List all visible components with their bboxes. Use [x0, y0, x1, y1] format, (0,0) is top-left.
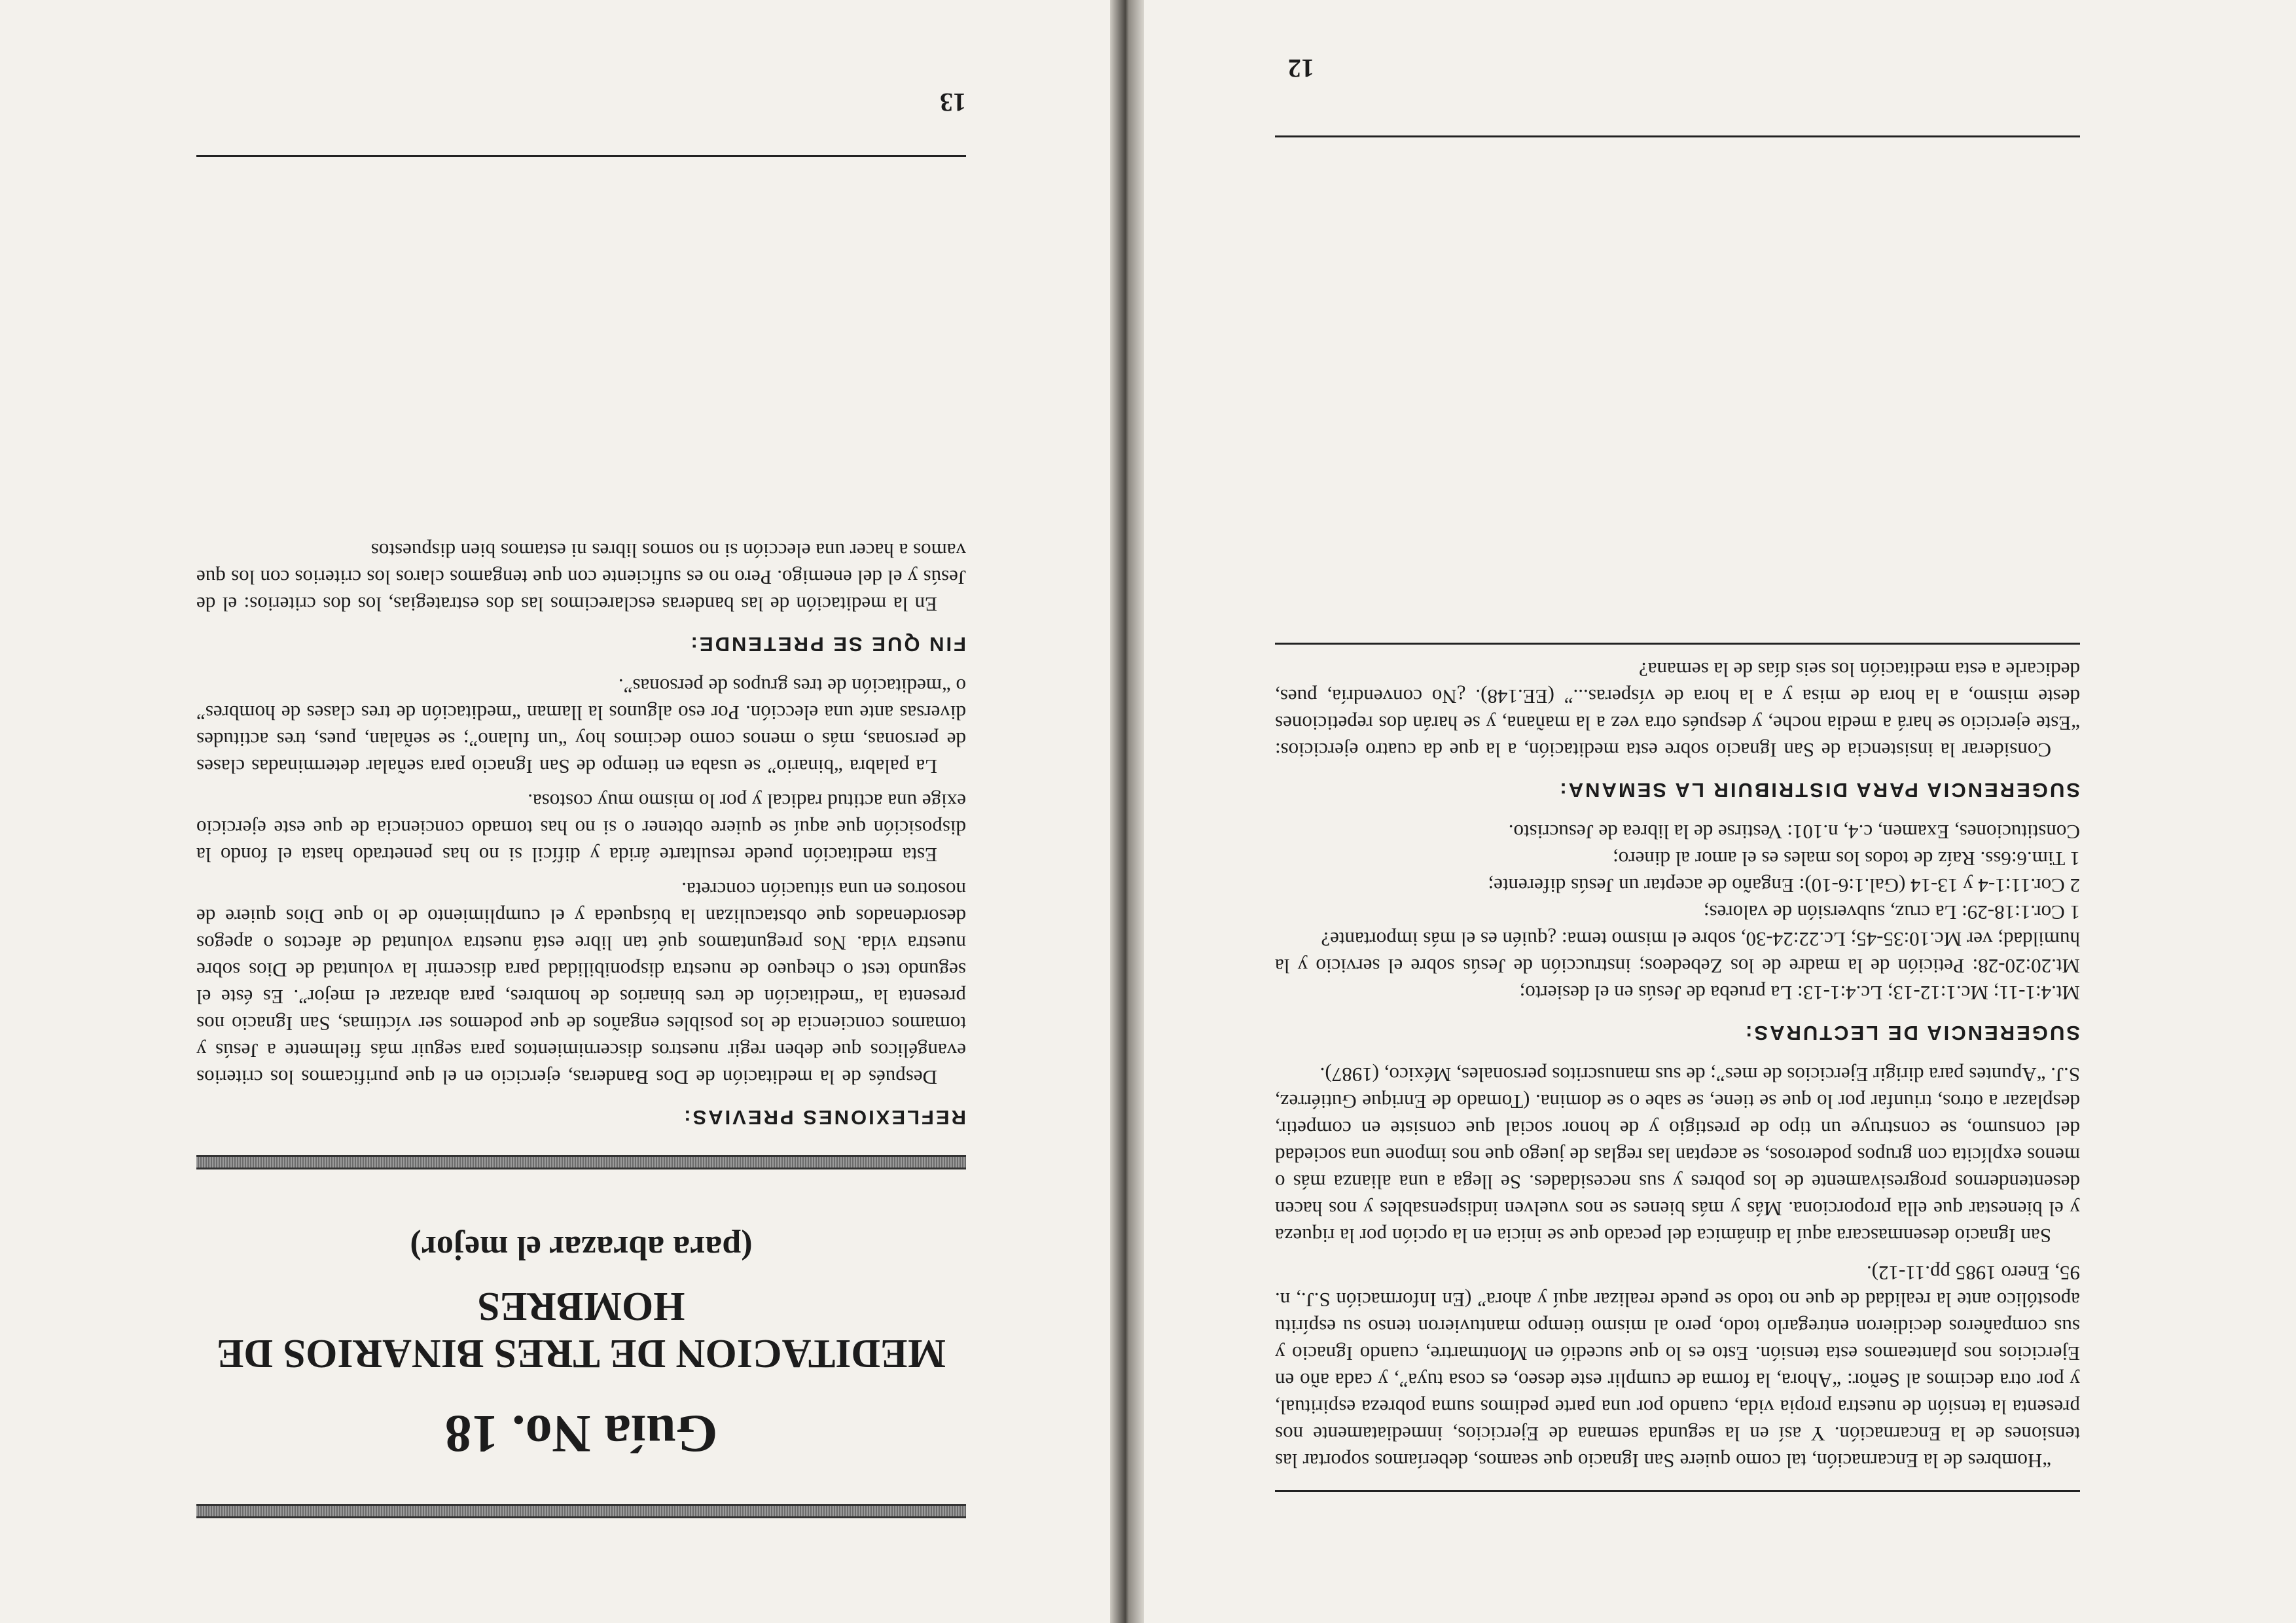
page-12	[1144, 0, 2296, 1623]
title-bottom-bar	[196, 1155, 966, 1169]
goal-paragraph: En la meditación de las banderas esclarecimos las dos estrategias, los dos criterios: el de Jesús y el del enemigo. Pero no es suficiente con que tengamos claros los criterios con los que vamos a hacer una elección si no somos libres ni estamos bien dispuestos	[196, 539, 966, 616]
title-top-bar	[196, 1504, 966, 1518]
dynamics-paragraph: San Ignacio desenmascara aquí la dinámica del pecado que se inicia en la opción por la riqueza y el bienestar que ella proporciona. Más y más bienes se nos vuelven indispensables y nos hacen desentendernos progresivamente de los pobres y sus necesidades. Se llega a una alianza más o menos explícita con grupos poderosos, se aceptan las reglas de juego que nos impone una sociedad del consumo, se construye un tipo de prestigio y de honor social que consiste en competir, desplazar a otros, triunfar por lo que se tiene, se sabe o se domina. (Tomado de Enrique Gutiérrez, S.J. “Apuntes para dirigir Ejercicios de mes”; de sus manuscritos personales, México, (1987).	[1275, 1063, 2080, 1247]
week-paragraph: Considerar la insistencia de San Ignacio sobre esta meditación, a la que da cuatro ejercicios: “Este ejercicio se hará a media noche, y después otra vez a la mañana, y se harán dos repeticiones deste mismo, a la hora de misa y a la hora de vísperas...” (EE.148). ¿No convendría, pues, dedicarle a esta meditación los seis días de la semana?	[1275, 658, 2080, 762]
page-12-body	[1275, 643, 2080, 1492]
quote-paragraph: “Hombres de la Encarnación, tal como quiere San Ignacio que seamos, deberíamos soportar las tensiones de la Encarnación. Y así en la segunda semana de Ejercicios, inmediatamente nos presenta la tensión de nuestra propia vida, cuando por una parte pedimos suma pobreza espiritual, y por otra decimos al Señor: “Ahora, la forma de cumplir este deseo, es cosa tuya”, y cada año en Ejercicios nos planteamos esta tensión. Esto es lo que sucedió en Montmartre, cuando Ignacio y sus compañeros decidieron entregarlo todo, pero al mismo tiempo mantuvieron tenso su espíritu apostólico ante la realidad de que no todo se puede realizar aquí y ahora” (En Información S.J., n. 95, Enero 1985 pp.11-12).	[1275, 1262, 2080, 1472]
prev-heading: REFLEXIONES PREVIAS:	[682, 1106, 966, 1129]
week-heading: SUGERENCIA PARA DISTRIBUIR LA SEMANA:	[1558, 779, 2080, 802]
readings-heading: SUGERENCIA DE LECTURAS:	[1744, 1022, 2080, 1044]
page-number: 12	[1288, 54, 1314, 83]
page-13	[0, 0, 1110, 1623]
reading-item: 2 Cor.11:1-4 y 13-14 (Gal.1:6-10): Engaño de aceptar un Jesús diferente;	[1488, 874, 2080, 897]
header-rule	[196, 155, 966, 157]
prev-paragraph: Después de la meditación de Dos Banderas, ejercicio en el que purificamos los criterios evangélicos que deben regir nuestros discernimientos para seguir más fielmente a Jesús y tomamos conciencia de los posibles engaños de que podemos ser víctimas, San Ignacio nos presenta la “meditación de tres binarios de hombres, para abrazar el mejor”. Es éste el segundo test o chequeo de nuestra disponibilidad para discernir la voluntad de Dios sobre nuestra vida. Nos preguntamos qué tan libre está nuestra voluntad de afectos o apegos desordenados que obstaculizan la búsqueda y el cumplimiento de lo que Dios quiere de nosotros en una situación concreta.	[196, 878, 966, 1089]
header-rule	[1275, 135, 2080, 137]
goal-heading: FIN QUE SE PRETENDE:	[689, 633, 966, 656]
top-rule	[1275, 1490, 2080, 1492]
bottom-rule	[1275, 643, 2080, 645]
reading-item: Constituciones, Examen, c.4, n.101: Vestirse de la librea de Jesucristo.	[1508, 821, 2080, 844]
guide-subtitle: (para abrazar el mejor)	[410, 1229, 753, 1266]
reading-item: 1 Cor.1:18-29: La cruz, subversión de valores;	[1703, 901, 2080, 924]
reading-item: Mt.4:1-11; Mc.1:12-13; Lc.4:1-13: La prueba de Jesús en el desierto;	[1519, 982, 2080, 1005]
reading-item: Mt.20:20-28: Petición de la madre de los Zebedeos; instrucción de Jesús sobre el servicio y la humildad; ver Mc.10:35-45; Lc.22:24-30, sobre el mismo tema: ¿quién es el más importante?	[1275, 928, 2080, 978]
book-gutter	[1110, 0, 1144, 1623]
page-number: 13	[940, 88, 966, 117]
guide-title: MEDITACION DE TRES BINARIOS DE HOMBRES	[217, 1284, 946, 1376]
prev-paragraph: Esta meditación puede resultarte árida y difícil si no has penetrado hasta el fondo la disposición que aquí se quiere obtener o si no has tomado conciencia de que este ejercicio exige una actitud radical y por lo mismo muy costosa.	[196, 790, 966, 866]
prev-paragraph: La palabra “binario” se usaba en tiempo de San Ignacio para señalar determinadas clases de personas, más o menos como decimos hoy “un fulano”; se señalan, pues, tres actitudes diversas ante una elección. Por eso algunos la llaman “meditación de tres clases de hombres” o “meditación de tres grupos de personas”.	[196, 675, 966, 778]
guide-number: Guía No. 18	[444, 1404, 718, 1464]
reading-item: 1 Tim.6:6ss. Raíz de todos los males es el amor al dinero;	[1613, 847, 2080, 870]
page-13-body	[196, 529, 966, 1518]
